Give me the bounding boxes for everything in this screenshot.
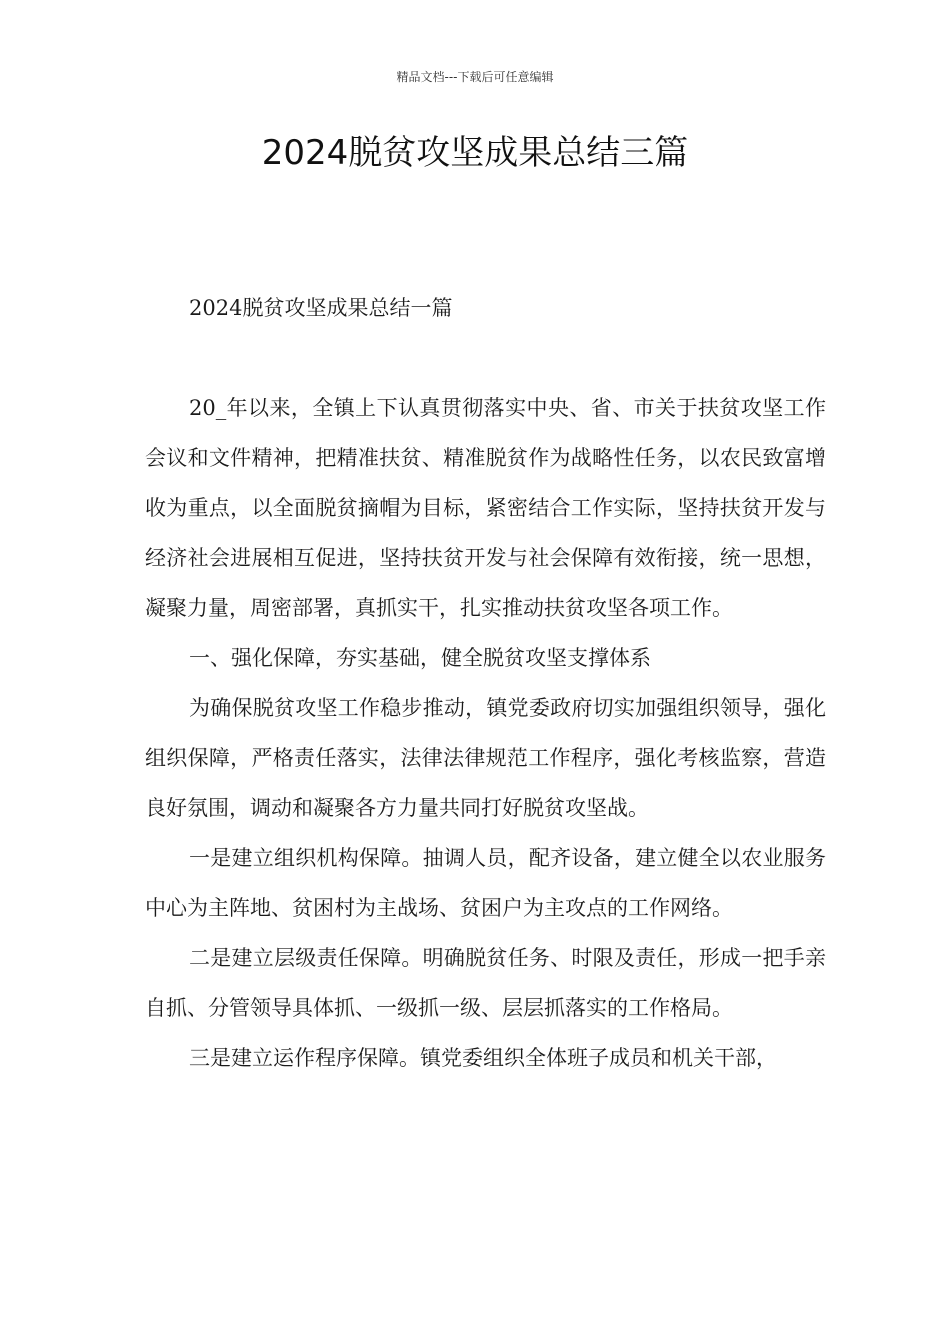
paragraph-guarantee: 为确保脱贫攻坚工作稳步推动，镇党委政府切实加强组织领导，强化组织保障，严格责任落实，法律法律规范工作程序，强化考核监察，营造良好氛围，调动和凝聚各方力量共同打好脱贫攻坚战。 <box>145 696 826 820</box>
paragraph-intro: 20_年以来，全镇上下认真贯彻落实中央、省、市关于扶贫攻坚工作会议和文件精神，把精准扶贫、精准脱贫作为战略性任务，以农民致富增收为重点，以全面脱贫摘帽为目标，紧密结合工作实际，坚持扶贫开发与经济社会进展相互促进，坚持扶贫开发与社会保障有效衔接，统一思想，凝聚力量，周密部署，真抓实干，扎实推动扶贫攻坚各项工作。 <box>145 396 826 620</box>
section-title: 2024脱贫攻坚成果总结一篇 <box>189 296 453 320</box>
paragraph-point-1: 一是建立组织机构保障。抽调人员，配齐设备，建立健全以农业服务中心为主阵地、贫困村为主战场、贫困户为主攻点的工作网络。 <box>145 846 826 920</box>
paragraph-point-2: 二是建立层级责任保障。明确脱贫任务、时限及责任，形成一把手亲自抓、分管领导具体抓、一级抓一级、层层抓落实的工作格局。 <box>145 946 826 1020</box>
header-note: 精品文档---下载后可任意编辑 <box>396 70 554 84</box>
document-body <box>145 283 826 1083</box>
paragraph-heading-1: 一、强化保障，夯实基础，健全脱贫攻坚支撑体系 <box>189 646 651 670</box>
document-title: 2024脱贫攻坚成果总结三篇 <box>261 133 689 173</box>
paragraph-point-3: 三是建立运作程序保障。镇党委组织全体班子成员和机关干部， <box>189 1046 777 1070</box>
